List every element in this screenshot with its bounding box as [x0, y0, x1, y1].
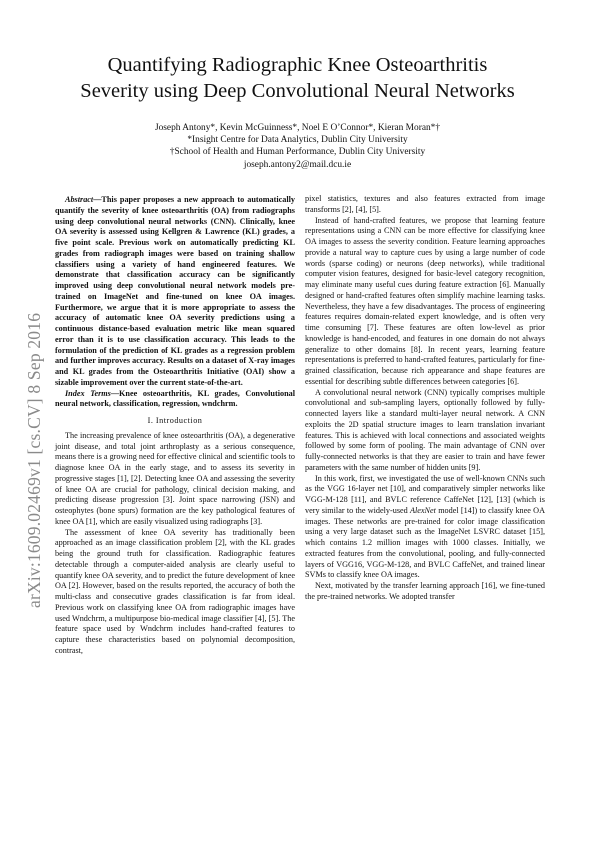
index-terms-text: —Knee osteoarthritis, KL grades, Convolutional neural network, classification, regression, wndchrm. — [55, 388, 295, 409]
index-terms-label: Index Terms — [65, 388, 111, 398]
right-column — [305, 194, 545, 603]
affiliation-1: *Insight Centre for Data Analytics, Dublin City University — [187, 135, 408, 146]
intro-paragraph: The increasing prevalence of knee osteoarthritis (OA), a degenerative joint disease, and total joint arthroplasty as a serious consequence, means there is a growing need for effective clinical and scientific tools to diagnose knee OA in the early stage, and to assess its severity in progressive stages [1], [2]. Detecting knee OA and assessing the severity of knee OA are crucial for pathology, clinical decision making, and predicting disease progression [3]. Joint space narrowing (JSN) and osteophytes (bone spurs) formation are the key pathological features of knee OA [1], which are easily visualized using radiographs [3]. — [55, 430, 295, 526]
body-paragraph-text: model [14]) to classify knee OA images. These networks are pre-trained for color image classification using a very large dataset such as the ImageNet LSVRC dataset [15], which contains 1.2 million images with 1000 classes. Initially, we extracted features from the convolutional, pooling, and fully-connected layers of VGG16, VGG-M-128, and BVLC CaffeNet, and trained linear SVMs to classify knee OA images. — [305, 505, 545, 580]
intro-paragraph: The assessment of knee OA severity has traditionally been approached as an image classification problem [2], with the KL grades being the ground truth for classification. Radiographic features detectable through a computer-aided analysis are clearly useful to quantify knee OA severity, and to predict the future development of knee OA [2]. However, based on the results reported, the accuracy of both the multi-class and consecutive grades classification is far from ideal. Previous work on classifying knee OA from radiographic images have used Wndchrm, a multipurpose bio-medical image classifier [4], [5]. The feature space used by Wndchrm includes hand-crafted features to capture these characteristics based on polynomial decomposition, contrast, — [55, 527, 295, 655]
body-paragraph: Next, motivated by the transfer learning approach [16], we fine-tuned the pre-trained networks. We adopted transfer — [305, 581, 545, 601]
paper-title — [40, 52, 555, 104]
body-paragraph — [305, 474, 545, 582]
author-email: joseph.antony2@mail.dcu.ie — [243, 159, 352, 170]
arxiv-stamp: arXiv:1609.02469v1 [cs.CV] 8 Sep 2016 — [24, 312, 44, 608]
body-paragraph: A convolutional neural network (CNN) typically comprises multiple convolutional and sub-sampling layers, optionally followed by fully-connected layers like a standard multi-layer neural network. A CNN exploits the 2D spatial structure images to learn translation invariant features. This is achieved with local connections and associated weights followed by some form of pooling. The main advantage of CNN over fully-connected networks is that they are easier to train and have fewer parameters with the same number of hidden units [9]. — [305, 387, 545, 472]
section-heading-introduction: I. Introduction — [147, 416, 203, 425]
abstract-text: —This paper proposes a new approach to automatically quantify the severity of knee osteoarthritis (OA) from radiographs using deep convolutional neural networks (CNN). Clinically, knee OA severity is assessed using Kellgren & Lawrence (KL) grades, a five point scale. Previous work on automatically predicting KL grades from radiograph images were based on training shallow classifiers using a variety of hand engineered features. We demonstrate that classification accuracy can be significantly improved using deep convolutional neural network models pre-trained on ImageNet and fine-tuned on knee OA images. Furthermore, we argue that it is more appropriate to assess the accuracy of automatic knee OA severity predictions using a continuous distance-based evaluation metric like mean squared error than it is to use classification accuracy. This leads to the formulation of the prediction of KL grades as a regression problem and further improves accuracy. Results on a dataset of X-ray images and KL grades from the Osteoarthritis Initiative (OAI) show a sizable improvement over the current state-of-the-art. — [55, 195, 295, 387]
author-list: Joseph Antony*, Kevin McGuinness*, Noel E O’Connor*, Kieran Moran*† — [154, 123, 441, 133]
left-column — [55, 195, 295, 657]
alexnet-term: AlexNet — [410, 505, 436, 515]
author-block — [40, 122, 555, 171]
body-paragraph-text: In this work, first, we investigated the use of well-known CNNs such as the VGG 16-layer net [10], and comparatively simpler networks like VGG-M-128 [11], and BVLC reference CaffeNet [12], [13] (which is very similar to the widely-used — [305, 473, 545, 515]
abstract-label: Abstract — [65, 195, 94, 204]
body-paragraph: pixel statistics, textures and also features extracted from image transforms [2], [4], [5]. — [305, 194, 545, 214]
affiliation-2: †School of Health and Human Performance, Dublin City University — [169, 147, 426, 158]
title-line-2: Severity using Deep Convolutional Neural Networks — [80, 80, 515, 102]
body-paragraph: Instead of hand-crafted features, we propose that learning feature representations using a CNN can be more effective for classifying knee OA images to assess the severity condition. Feature learning approaches provide a natural way to capture cues by using a large number of code words (sparse coding) or neurons (deep networks), while traditional computer vision features, designed for basic-level category recognition, may eliminate many useful cues during feature extraction [6]. Manually designed or hand-crafted features often simplify machine learning tasks. Nevertheless, they have a few disadvantages. The process of engineering features requires domain-related expert knowledge, and is often very time consuming [7]. These features are often low-level as prior knowledge is hand-encoded, and features in one domain do not always generalize to other domains [8]. In recent years, learning feature representations is preferred to hand-crafted features, particularly for fine-grained classification, because rich appearance and shape features are essential for describing subtle differences between categories [6]. — [305, 215, 545, 386]
abstract — [55, 195, 295, 389]
title-line-1: Quantifying Radiographic Knee Osteoarthritis — [107, 54, 488, 76]
index-terms — [55, 389, 295, 411]
